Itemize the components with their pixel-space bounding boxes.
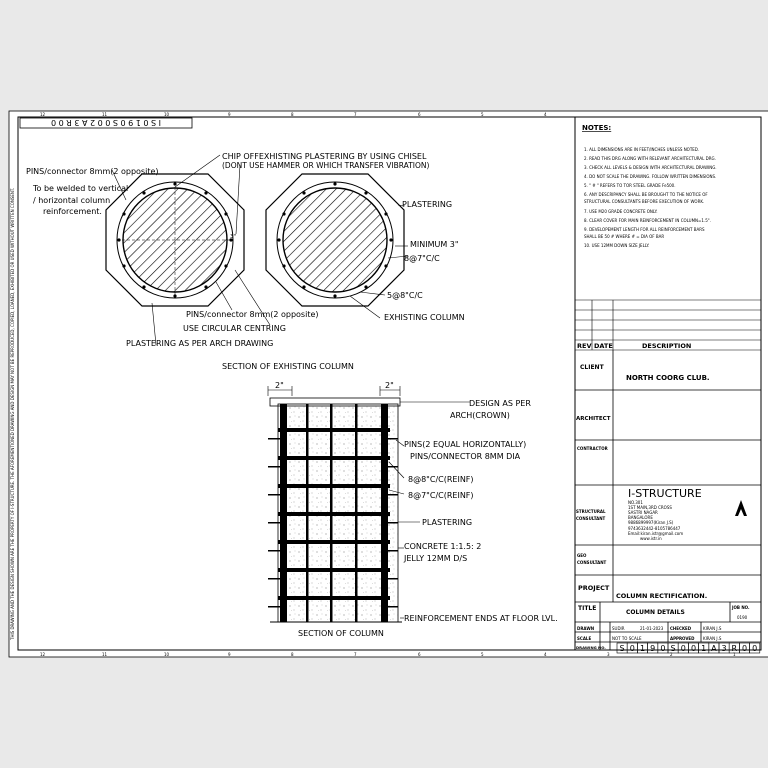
note-item: 7. USE M20 GRADE CONCRETE ONLY.: [584, 209, 658, 214]
label-design-1: DESIGN AS PER: [469, 399, 531, 408]
contractor-label: CONTRACTOR: [577, 446, 608, 451]
company-line: 9743632442-8105786447: [628, 526, 681, 531]
drawing-number-char: 0: [741, 644, 748, 653]
drawing-number-char: 9: [650, 644, 656, 653]
title-value: COLUMN DETAILS: [626, 609, 685, 616]
note-item: STRUCTURAL CONSULTANTS BEFORE EXECUTION OF WORK.: [584, 199, 705, 204]
drawn-value: SUDIR: [612, 626, 625, 631]
drawing-number-char: 0: [680, 644, 686, 653]
existing-column-core: [283, 188, 387, 292]
label-chip-2: (DONT USE HAMMER OR WHICH TRANSFER VIBRATION): [222, 161, 430, 170]
label-centring: USE CIRCULAR CENTRING: [183, 324, 286, 333]
approved-value: KIRAN J.S: [703, 636, 722, 641]
scale-value: NOT TO SCALE: [612, 636, 642, 641]
label-weld-2: / horizontal column: [33, 196, 111, 205]
label-concrete: CONCRETE 1:1.5: 2: [404, 542, 482, 551]
border-num: 7: [354, 652, 357, 657]
company-line: NO.301: [628, 500, 643, 505]
label-reinf-1: 8@8"C/C(REINF): [408, 475, 474, 484]
existing-column-plan-left: [106, 174, 244, 306]
note-item: 10. USE 12MM DOWN SIZE JELLY.: [584, 243, 650, 248]
architect-label: ARCHITECT: [576, 416, 611, 422]
date-header: DATE: [594, 342, 613, 350]
drawing-number-char: 1: [639, 644, 646, 653]
label-weld-1: To be welded to vertical: [33, 184, 129, 193]
drawing-number-char: S: [619, 644, 625, 653]
label-section-pins-2: PINS/CONNECTOR 8MM DIA: [410, 452, 521, 461]
label-plastering-arch: PLASTERING AS PER ARCH DRAWING: [126, 339, 274, 348]
drawn-label: DRAWN: [577, 626, 595, 631]
border-num: 10: [164, 112, 170, 117]
label-dim-3in: 3": [230, 234, 237, 240]
note-item: 1. ALL DIMENSIONS ARE IN FEET/INCHES UNLESS NOTED.: [584, 147, 700, 152]
side-disclaimer: THIS DRAWING AND THE DESIGN SHOWN ARE THE PROPERTY OF I-STRUCTURE. THE AFOREMENTIONED DRAWING AND DESIGN MAY NOT BE REPRODUCED, COPIED, LOANED, EXHIBITED OR USED WITHOUT WRITTEN CONSENT.: [10, 187, 15, 640]
drawing-number-char: 0: [660, 644, 666, 653]
border-num: 5: [481, 652, 484, 657]
label-minimum: MINIMUM 3": [410, 240, 459, 249]
border-num: 12: [40, 112, 46, 117]
drawing-number-char: 0: [690, 644, 697, 653]
label-ring-bars: 8@7"C/C: [404, 254, 440, 263]
border-num: 12: [40, 652, 46, 657]
section-dim-left: 2": [275, 381, 284, 390]
drawing-number-char: A: [711, 644, 717, 653]
border-num: 9: [228, 112, 231, 117]
border-num: 4: [544, 112, 547, 117]
border-num: 6: [418, 112, 421, 117]
label-chip-1: CHIP OFFEXHISTING PLASTERING BY USING CHISEL: [222, 152, 427, 161]
note-item: SHALL BE 50 # WHERE # = DIA OF BAR: [584, 234, 665, 239]
plan-title: SECTION OF EXHISTING COLUMN: [222, 362, 354, 371]
label-section-pins-1: PINS(2 EQUAL HORIZONTALLY): [404, 440, 527, 449]
label-reinf-2: 8@7"C/C(REINF): [408, 491, 474, 500]
company-line: 9886899997(Kiran J.S): [628, 520, 674, 525]
drawing-number-char: R: [731, 644, 738, 653]
company-line: SASTRI NAGAR: [628, 510, 658, 515]
checked-label: CHECKED: [670, 626, 692, 631]
border-num: 1: [733, 652, 736, 657]
title-label: TITLE: [578, 605, 597, 612]
project-label: PROJECT: [578, 584, 610, 592]
label-jelly: JELLY 12MM D/S: [404, 554, 468, 563]
border-num: 10: [164, 652, 170, 657]
existing-column-plan-right: [266, 174, 404, 306]
company-line: BANGALORE: [628, 515, 653, 520]
note-item: 9. DEVELOPEMENT LENGTH FOR ALL REINFORCEMENT BARS: [584, 227, 705, 232]
label-section-plastering: PLASTERING: [422, 518, 473, 527]
border-num: 11: [102, 112, 108, 117]
label-bars: 5@8"C/C: [387, 291, 423, 300]
border-num: 4: [544, 652, 547, 657]
rev-header: REV: [577, 342, 592, 350]
label-pins: PINS/connector 8mm(2 opposite): [26, 167, 159, 176]
geo-label-2: CONSULTANT: [577, 560, 607, 565]
note-item: 8. CLEAR COVER FOR MAIN REINFORCEMENT IN COLUMN=1.5".: [584, 218, 711, 223]
structural-label-1: STRUCTURAL: [576, 509, 606, 514]
checked-value: KIRAN J.S: [703, 626, 722, 631]
border-num: 7: [354, 112, 357, 117]
note-item: 3. CHECK ALL LEVELS & DESIGN WITH ARCHITECTURAL DRAWING.: [584, 165, 717, 170]
client-label: CLIENT: [580, 364, 604, 371]
column-section-elevation: [268, 386, 402, 622]
approved-label: APPROVED: [670, 636, 695, 641]
border-num: 5: [481, 112, 484, 117]
note-item: 4. DO NOT SCALE THE DRAWING. FOLLOW WRITTEN DIMENSIONS.: [584, 174, 717, 179]
drawing-no-label: DRAWING NO.: [576, 645, 606, 650]
border-num: 9: [228, 652, 231, 657]
section-dim-right: 2": [385, 381, 394, 390]
description-header: DESCRIPTION: [642, 342, 692, 350]
label-existing-column: EXHISTING COLUMN: [384, 313, 465, 322]
label-design-2: ARCH(CROWN): [450, 411, 510, 420]
scale-label: SCALE: [577, 636, 592, 641]
border-num: 6: [418, 652, 421, 657]
note-item: 5. " # " REFERS TO TOR STEEL GRADE Fe500.: [584, 183, 676, 188]
structural-label-2: CONSULTANT: [576, 516, 606, 521]
note-item: 2. READ THIS DRG ALONG WITH RELEVANT ARCHITECTURAL DRG.: [584, 156, 716, 161]
drawing-number-char: 1: [701, 644, 707, 653]
border-num: 11: [102, 652, 108, 657]
drawing-number-char: 3: [721, 644, 727, 653]
geo-label-1: GEO: [577, 553, 587, 558]
project-value: COLUMN RECTIFICATION.: [616, 592, 708, 600]
label-weld-3: reinforcement.: [43, 207, 102, 216]
drawing-number-char: S: [670, 644, 676, 653]
job-value: 0190: [737, 615, 748, 620]
note-item: 6. ANY DESCRIPANCY SHALL BE BROUGHT TO THE NOTICE OF: [584, 192, 708, 197]
date-value: 21-01-2023: [640, 626, 664, 631]
company-name: I-STRUCTURE: [628, 487, 702, 500]
label-plastering-right: PLASTERING: [402, 200, 453, 209]
border-num: 8: [291, 112, 294, 117]
border-num: 8: [291, 652, 294, 657]
drawing-number-char: 0: [629, 644, 635, 653]
rotated-sheet-number: I S 0 1 9 0 S 0 0 2 A 3 R 0 0: [50, 118, 162, 127]
label-reinf-ends: REINFORCEMENT ENDS AT FLOOR LVL.: [404, 614, 558, 623]
client-value: NORTH COORG CLUB.: [626, 374, 710, 382]
border-num: 2: [670, 652, 673, 657]
company-line: www.istr.in: [640, 536, 662, 541]
border-num: 3: [607, 652, 610, 657]
notes-heading: NOTES:: [582, 124, 612, 132]
company-line: Email:kiran.istr@gmail.com: [628, 531, 684, 536]
job-label: JOB NO.: [732, 605, 750, 610]
section-title: SECTION OF COLUMN: [298, 629, 384, 638]
drawing-number-char: 0: [752, 644, 758, 653]
label-pins-bottom: PINS/connector 8mm(2 opposite): [186, 310, 319, 319]
company-line: 1ST MAIN,3RD CROSS: [628, 505, 672, 510]
